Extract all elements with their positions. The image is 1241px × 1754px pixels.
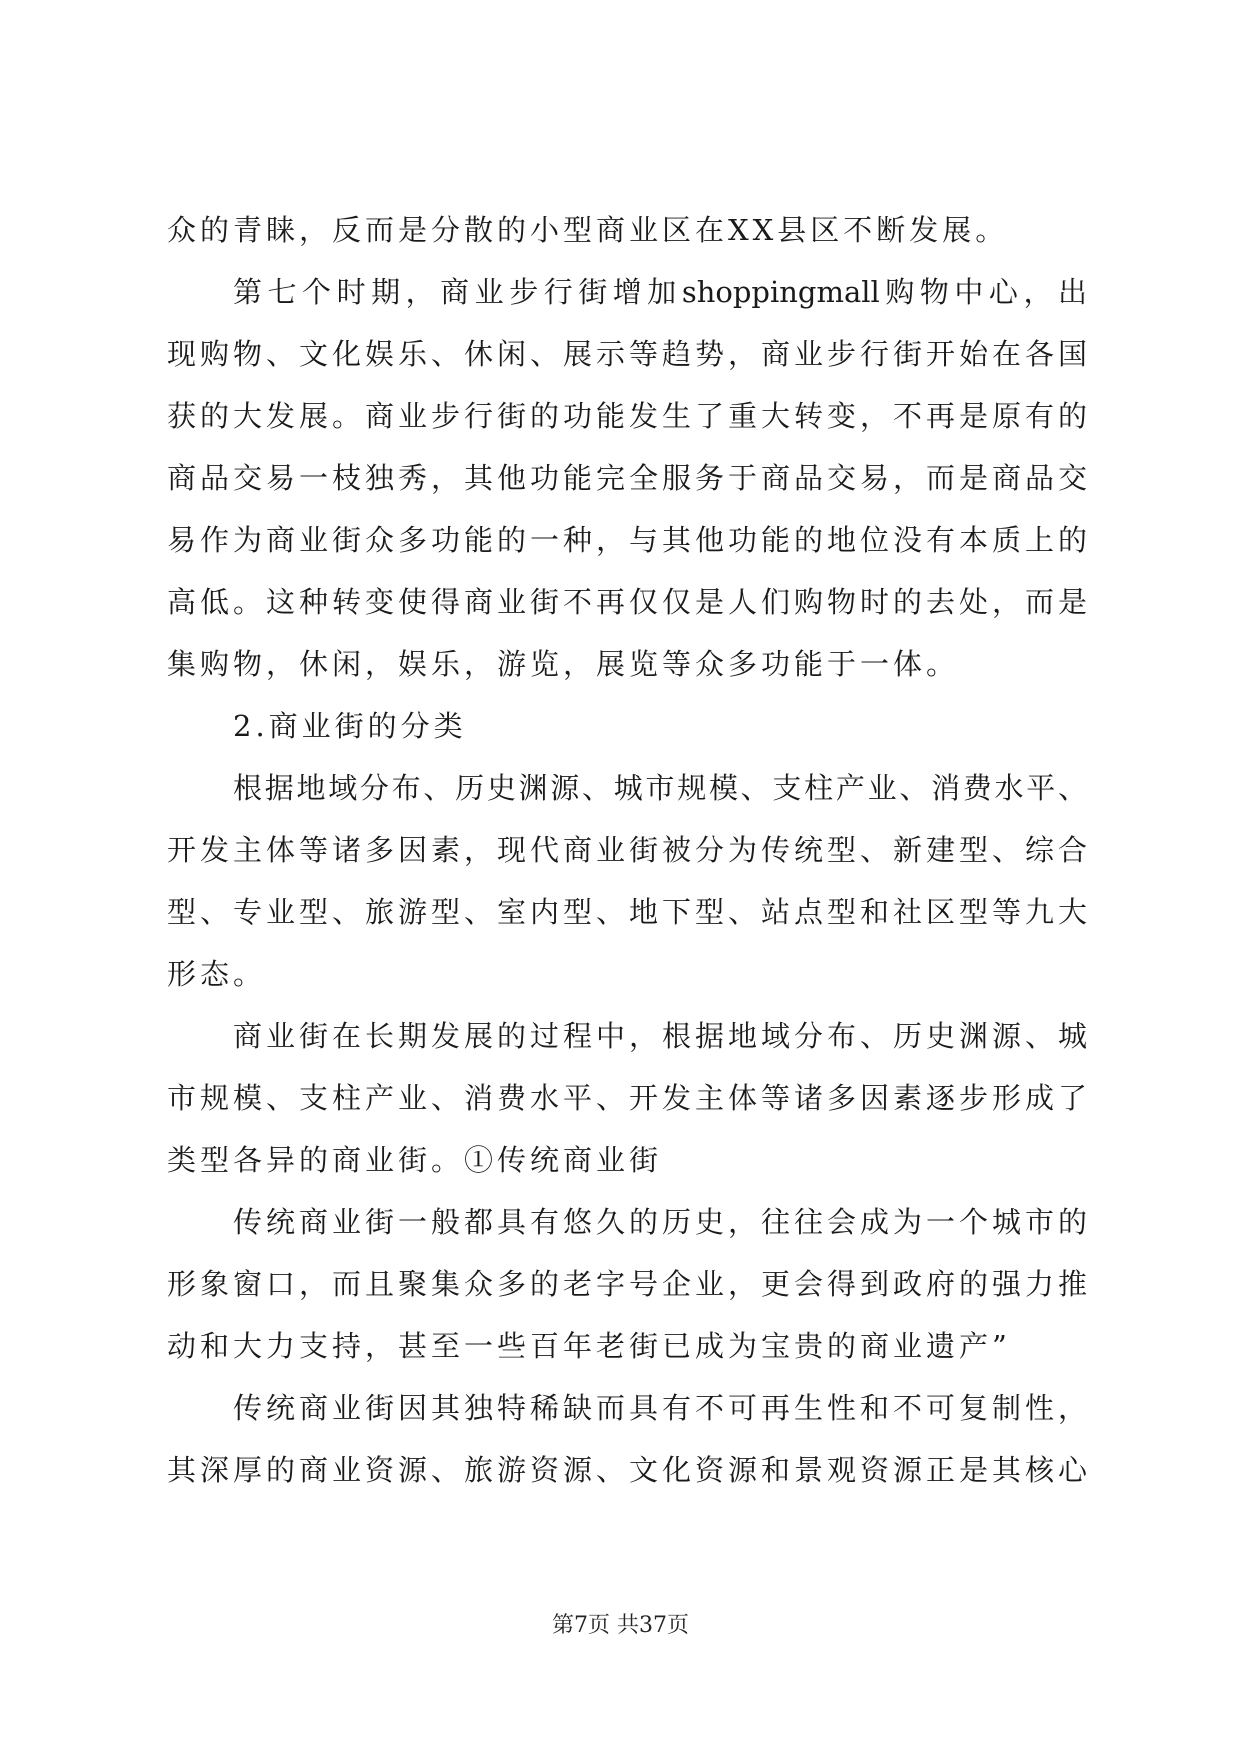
text-line: 市规模、支柱产业、消费水平、开发主体等诸多因素逐步形成了: [167, 1081, 1087, 1115]
text-line: 动和大力支持，甚至一些百年老街已成为宝贵的商业遗产”: [167, 1329, 1011, 1363]
text-line: 其深厚的商业资源、旅游资源、文化资源和景观资源正是其核心: [167, 1453, 1087, 1487]
text-line: 高低。这种转变使得商业街不再仅仅是人们购物时的去处，而是: [167, 585, 1087, 619]
body-text: [167, 199, 1087, 1501]
text-line: 现购物、文化娱乐、休闲、展示等趋势，商业步行街开始在各国: [167, 337, 1087, 371]
text-line: 形象窗口，而且聚集众多的老字号企业，更会得到政府的强力推: [167, 1267, 1087, 1301]
text-line: 开发主体等诸多因素，现代商业街被分为传统型、新建型、综合: [167, 833, 1087, 867]
text-line: 获的大发展。商业步行街的功能发生了重大转变，不再是原有的: [167, 399, 1087, 433]
section-heading: 2.商业街的分类: [233, 709, 467, 743]
text-line: 集购物，休闲，娱乐，游览，展览等众多功能于一体。: [167, 647, 960, 681]
text-line: 型、专业型、旅游型、室内型、地下型、站点型和社区型等九大: [167, 895, 1087, 929]
text-line: 众的青睐，反而是分散的小型商业区在XX县区不断发展。: [167, 213, 1009, 247]
text-line: 传统商业街因其独特稀缺而具有不可再生性和不可复制性，: [233, 1391, 1087, 1425]
text-line: 形态。: [167, 957, 267, 991]
text-line: 商业街在长期发展的过程中，根据地域分布、历史渊源、城: [233, 1019, 1087, 1053]
text-line: 根据地域分布、历史渊源、城市规模、支柱产业、消费水平、: [233, 771, 1087, 805]
text-line: 第七个时期，商业步行街增加shoppingmall购物中心，出: [233, 275, 1087, 309]
page-number-label: 第7页 共37页: [552, 1613, 689, 1638]
text-line: 易作为商业街众多功能的一种，与其他功能的地位没有本质上的: [167, 523, 1087, 557]
text-line: 传统商业街一般都具有悠久的历史，往往会成为一个城市的: [233, 1205, 1087, 1239]
text-line: 商品交易一枝独秀，其他功能完全服务于商品交易，而是商品交: [167, 461, 1087, 495]
text-line: 类型各异的商业街。①传统商业街: [167, 1143, 663, 1177]
page-footer: [0, 1608, 1241, 1639]
